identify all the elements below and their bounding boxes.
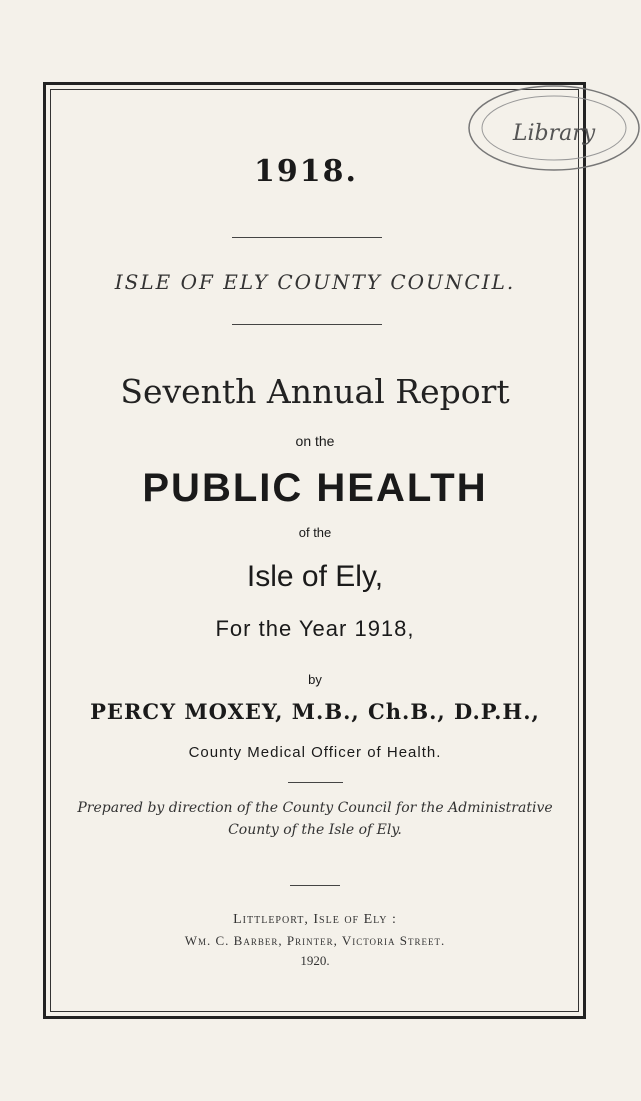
imprint-printer: Wm. C. Barber, Printer, Victoria Street. <box>184 933 446 948</box>
author-title: County Medical Officer of Health. <box>188 744 442 761</box>
council-name: ISLE OF ELY COUNTY COUNCIL. <box>114 270 516 294</box>
imprint-year: 1920. <box>300 953 330 968</box>
report-title: Seventh Annual Report <box>120 372 510 411</box>
stamp-text: Library <box>512 121 596 146</box>
prepared-note-line-1: Prepared by direction of the County Council for the Administrative <box>77 800 553 816</box>
divider-3 <box>288 782 343 783</box>
divider-4 <box>290 885 340 886</box>
author-name: PERCY MOXEY, M.B., Ch.B., D.P.H., <box>90 699 540 724</box>
imprint-place: Littleport, Isle of Ely : <box>233 912 397 927</box>
prepared-note-line-2: County of the Isle of Ely. <box>228 822 402 838</box>
page-border-inner <box>50 89 579 1012</box>
connector-by: by <box>308 672 322 687</box>
report-subject: PUBLIC HEALTH <box>142 466 488 510</box>
library-stamp <box>454 78 641 193</box>
place-name: Isle of Ely, <box>246 560 384 593</box>
report-year: 1918. <box>254 154 358 189</box>
connector-of-the: of the <box>298 525 332 540</box>
report-period: For the Year 1918, <box>215 616 415 641</box>
connector-on-the: on the <box>295 433 335 449</box>
divider-1 <box>232 237 382 238</box>
divider-2 <box>232 324 382 325</box>
